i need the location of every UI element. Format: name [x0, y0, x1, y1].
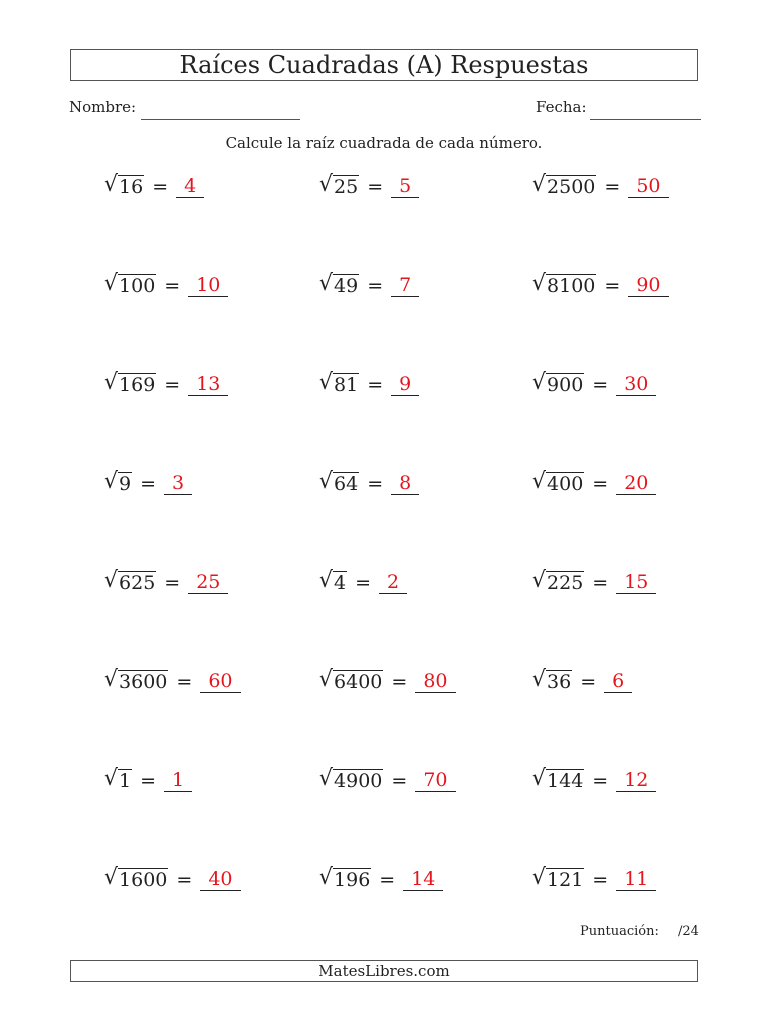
radical-sign-icon: √ [532, 667, 547, 692]
radicand: 1600 [119, 869, 168, 891]
square-root-expression [104, 172, 144, 198]
problem-item [532, 269, 669, 297]
radicand: 3600 [119, 671, 168, 693]
answer-field[interactable]: 25 [188, 571, 228, 594]
equals-sign: = [164, 374, 181, 396]
equals-sign: = [176, 671, 193, 693]
equals-sign: = [592, 473, 609, 495]
radical-sign-icon: √ [104, 568, 119, 593]
equals-sign: = [355, 572, 372, 594]
problem-item [532, 863, 656, 891]
square-root-expression [319, 469, 359, 495]
radical-sign-icon: √ [104, 865, 119, 890]
radical-sign-icon: √ [532, 568, 547, 593]
radical-sign-icon: √ [319, 568, 334, 593]
square-root-expression [532, 766, 584, 792]
problem-item [104, 566, 228, 594]
radical-sign-icon: √ [532, 370, 547, 395]
equals-sign: = [592, 572, 609, 594]
radical-sign-icon: √ [104, 469, 119, 494]
answer-field[interactable]: 10 [188, 274, 228, 297]
radical-sign-icon: √ [319, 865, 334, 890]
radicand: 4 [334, 572, 347, 594]
answer-field[interactable]: 12 [616, 769, 656, 792]
problem-item [319, 665, 456, 693]
radicand: 400 [547, 473, 584, 495]
radical-sign-icon: √ [532, 766, 547, 791]
answer-field[interactable]: 7 [391, 274, 419, 297]
problem-item [532, 764, 656, 792]
square-root-expression [319, 667, 383, 693]
date-label: Fecha: [536, 98, 587, 116]
answer-field[interactable]: 50 [628, 175, 668, 198]
radical-sign-icon: √ [319, 370, 334, 395]
equals-sign: = [391, 671, 408, 693]
equals-sign: = [592, 770, 609, 792]
square-root-expression [532, 172, 596, 198]
answer-field[interactable]: 80 [415, 670, 455, 693]
square-root-expression [104, 271, 156, 297]
equals-sign: = [367, 176, 384, 198]
answer-field[interactable]: 8 [391, 472, 419, 495]
square-root-expression [319, 172, 359, 198]
square-root-expression [104, 568, 156, 594]
problem-item [319, 467, 419, 495]
radicand: 16 [119, 176, 144, 198]
answer-field[interactable]: 6 [604, 670, 632, 693]
problem-item [104, 863, 241, 891]
equals-sign: = [140, 770, 157, 792]
radicand: 196 [334, 869, 371, 891]
problem-item [532, 170, 669, 198]
problem-item [104, 368, 228, 396]
radicand: 6400 [334, 671, 383, 693]
square-root-expression [319, 568, 347, 594]
answer-field[interactable]: 30 [616, 373, 656, 396]
problem-item [104, 170, 204, 198]
footer-site: MatesLibres.com [70, 960, 698, 982]
problem-item [532, 566, 656, 594]
problem-item [104, 764, 192, 792]
radical-sign-icon: √ [104, 667, 119, 692]
score-label: Puntuación: [580, 924, 659, 939]
square-root-expression [104, 667, 168, 693]
square-root-expression [319, 370, 359, 396]
radical-sign-icon: √ [319, 766, 334, 791]
name-label: Nombre: [69, 98, 137, 116]
score-total: /24 [678, 924, 699, 939]
equals-sign: = [604, 275, 621, 297]
radical-sign-icon: √ [104, 271, 119, 296]
square-root-expression [532, 469, 584, 495]
radical-sign-icon: √ [532, 172, 547, 197]
radical-sign-icon: √ [104, 370, 119, 395]
instructions: Calcule la raíz cuadrada de cada número. [225, 134, 543, 152]
equals-sign: = [152, 176, 169, 198]
equals-sign: = [164, 275, 181, 297]
square-root-expression [104, 766, 132, 792]
answer-field[interactable]: 15 [616, 571, 656, 594]
radicand: 2500 [547, 176, 596, 198]
problem-item [319, 170, 419, 198]
equals-sign: = [391, 770, 408, 792]
equals-sign: = [367, 374, 384, 396]
radicand: 64 [334, 473, 359, 495]
equals-sign: = [164, 572, 181, 594]
problem-grid [104, 170, 704, 895]
answer-field[interactable]: 60 [200, 670, 240, 693]
equals-sign: = [592, 374, 609, 396]
radical-sign-icon: √ [104, 172, 119, 197]
radical-sign-icon: √ [319, 469, 334, 494]
answer-field[interactable]: 20 [616, 472, 656, 495]
problem-item [104, 269, 228, 297]
problem-item [532, 368, 656, 396]
square-root-expression [104, 865, 168, 891]
answer-field[interactable]: 9 [391, 373, 419, 396]
problem-item [532, 467, 656, 495]
radicand: 169 [119, 374, 156, 396]
answer-field[interactable]: 1 [164, 769, 192, 792]
radicand: 81 [334, 374, 359, 396]
problem-item [319, 368, 419, 396]
answer-field[interactable]: 13 [188, 373, 228, 396]
square-root-expression [104, 370, 156, 396]
equals-sign: = [140, 473, 157, 495]
answer-field[interactable]: 70 [415, 769, 455, 792]
radicand: 36 [547, 671, 572, 693]
date-field[interactable] [590, 119, 701, 120]
equals-sign: = [592, 869, 609, 891]
radicand: 8100 [547, 275, 596, 297]
problem-item [104, 467, 192, 495]
problem-item [319, 269, 419, 297]
square-root-expression [532, 667, 572, 693]
square-root-expression [532, 370, 584, 396]
equals-sign: = [176, 869, 193, 891]
square-root-expression [319, 865, 371, 891]
radical-sign-icon: √ [532, 469, 547, 494]
problem-item [319, 566, 407, 594]
square-root-expression [532, 568, 584, 594]
radical-sign-icon: √ [319, 172, 334, 197]
answer-field[interactable]: 3 [164, 472, 192, 495]
radicand: 900 [547, 374, 584, 396]
radical-sign-icon: √ [319, 271, 334, 296]
equals-sign: = [367, 275, 384, 297]
equals-sign: = [367, 473, 384, 495]
radicand: 9 [119, 473, 132, 495]
answer-field[interactable]: 90 [628, 274, 668, 297]
radical-sign-icon: √ [532, 271, 547, 296]
equals-sign: = [580, 671, 597, 693]
square-root-expression [319, 271, 359, 297]
problem-item [319, 764, 456, 792]
equals-sign: = [379, 869, 396, 891]
answer-field[interactable]: 5 [391, 175, 419, 198]
radicand: 25 [334, 176, 359, 198]
radicand: 1 [119, 770, 132, 792]
radical-sign-icon: √ [104, 766, 119, 791]
answer-field[interactable]: 40 [200, 868, 240, 891]
radicand: 100 [119, 275, 156, 297]
radicand: 625 [119, 572, 156, 594]
problem-item [104, 665, 241, 693]
radical-sign-icon: √ [532, 865, 547, 890]
answer-field[interactable]: 4 [176, 175, 204, 198]
square-root-expression [104, 469, 132, 495]
answer-field[interactable]: 14 [403, 868, 443, 891]
answer-field[interactable]: 11 [616, 868, 656, 891]
name-field[interactable] [141, 119, 300, 120]
radical-sign-icon: √ [319, 667, 334, 692]
equals-sign: = [604, 176, 621, 198]
radicand: 4900 [334, 770, 383, 792]
radicand: 225 [547, 572, 584, 594]
radicand: 49 [334, 275, 359, 297]
radicand: 121 [547, 869, 584, 891]
square-root-expression [532, 865, 584, 891]
square-root-expression [319, 766, 383, 792]
radicand: 144 [547, 770, 584, 792]
problem-item [532, 665, 632, 693]
square-root-expression [532, 271, 596, 297]
problem-item [319, 863, 443, 891]
worksheet-title: Raíces Cuadradas (A) Respuestas [70, 49, 698, 81]
answer-field[interactable]: 2 [379, 571, 407, 594]
